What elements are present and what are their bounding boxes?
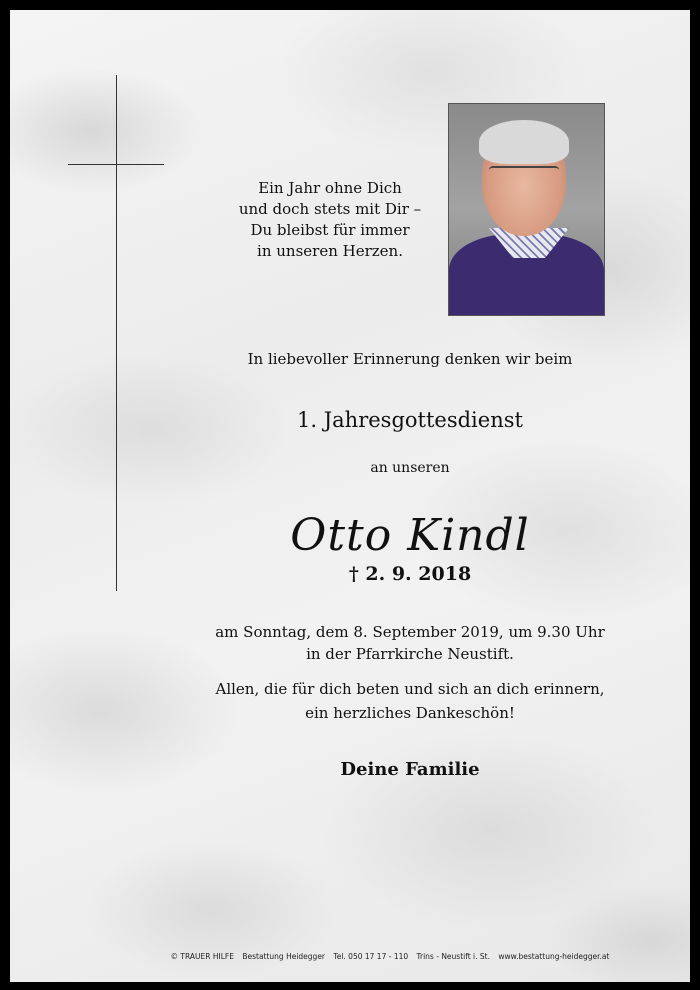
footer-web: www.bestattung-heidegger.at (498, 952, 610, 961)
service-date-line: am Sonntag, dem 8. September 2019, um 9.30 Uhr (215, 623, 605, 641)
thanks-text (170, 677, 650, 725)
service-title: 1. Jahresgottesdienst (297, 408, 523, 432)
signature: Deine Familie (340, 759, 480, 780)
memorial-card (10, 10, 690, 982)
death-date: † 2. 9. 2018 (348, 563, 472, 585)
memorial-poem (220, 178, 440, 262)
poem-line: Ein Jahr ohne Dich (258, 179, 402, 197)
poem-line: Du bleibst für immer (250, 221, 410, 239)
intro-text: In liebevoller Erinnerung denken wir beim (247, 350, 573, 368)
cross-vertical-bar (116, 75, 117, 591)
footer-brand: © TRAUER HILFE (170, 952, 234, 961)
cross-horizontal-bar (68, 164, 164, 165)
thanks-line: Allen, die für dich beten und sich an dich erinnern, (215, 680, 605, 698)
footer (130, 952, 650, 961)
service-details (170, 621, 650, 665)
thanks-line: ein herzliches Dankeschön! (305, 704, 515, 722)
poem-line: in unseren Herzen. (257, 242, 403, 260)
portrait-photo (448, 103, 605, 316)
footer-company: Bestattung Heidegger (242, 952, 326, 961)
an-unseren-text: an unseren (370, 460, 450, 476)
service-place-line: in der Pfarrkirche Neustift. (306, 645, 514, 663)
portrait-hair (479, 120, 569, 164)
deceased-name: Otto Kindl (290, 510, 530, 561)
footer-location: Trins - Neustift i. St. (416, 952, 490, 961)
portrait-glasses (489, 166, 559, 182)
footer-phone: Tel. 050 17 17 - 110 (333, 952, 409, 961)
poem-line: und doch stets mit Dir – (238, 200, 422, 218)
